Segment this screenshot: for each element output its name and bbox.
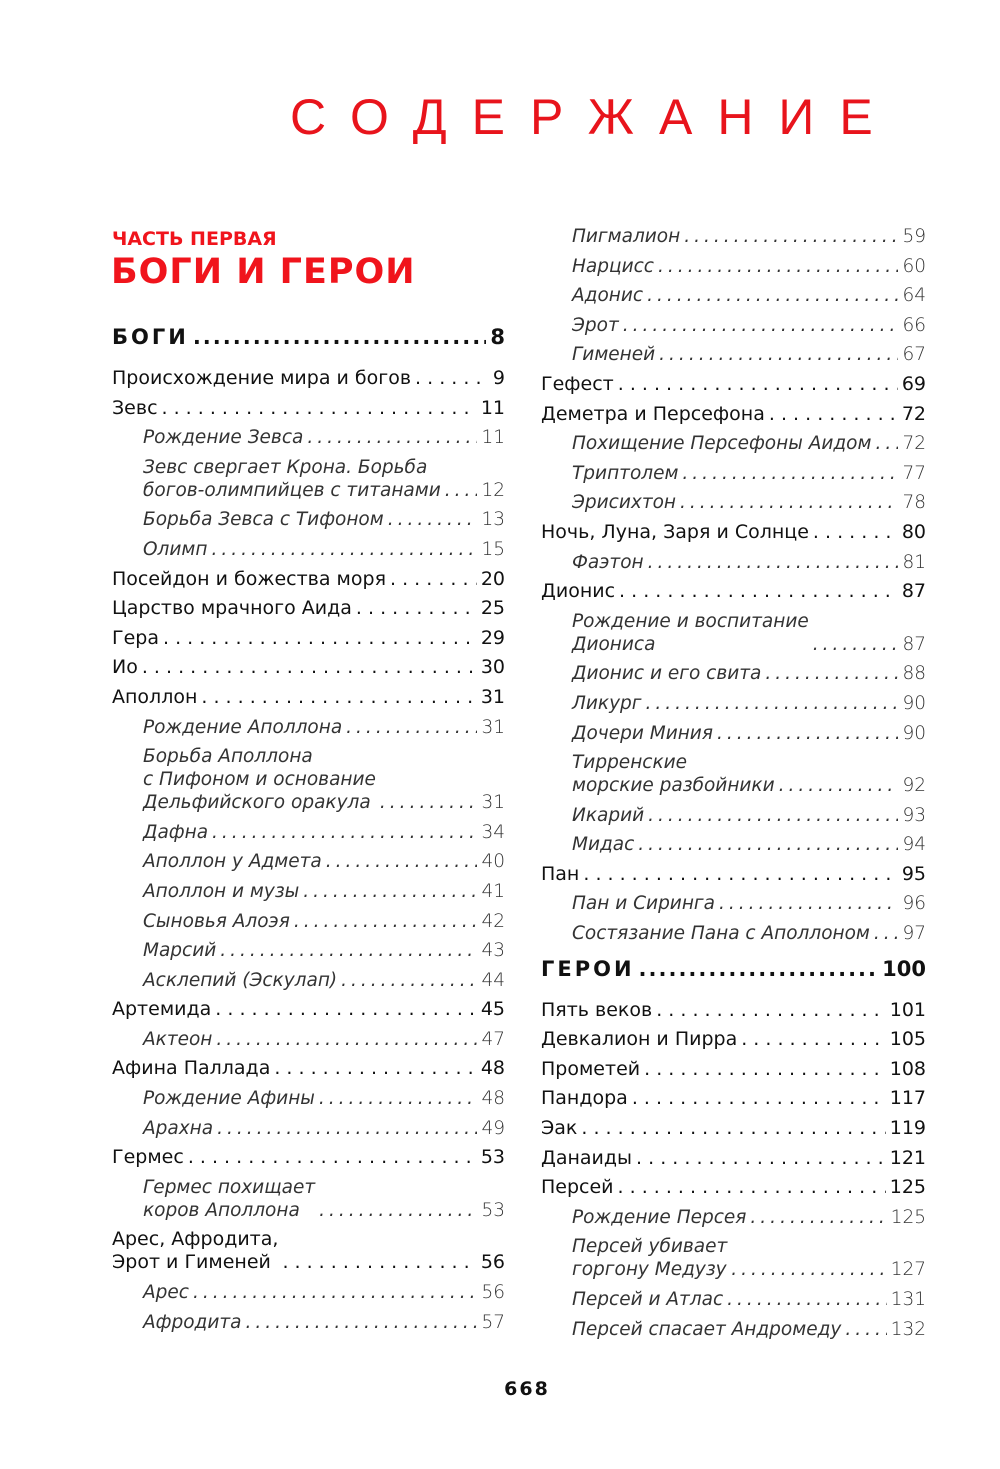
entry-page: 117: [889, 1087, 926, 1110]
dot-leader: [326, 850, 478, 873]
entry-page: 64: [902, 285, 926, 307]
entry-title: Сыновья Алоэя: [143, 910, 290, 932]
toc-entry: [541, 610, 926, 663]
entry-title: Ночь, Луна, Заря и Солнце: [541, 520, 809, 543]
dot-leader: [212, 821, 477, 844]
dot-leader: [319, 1087, 478, 1110]
entry-title: Ликург: [572, 692, 642, 714]
entry-title: Рождение Афины: [143, 1088, 315, 1110]
dot-leader: [646, 692, 899, 715]
entry-page: 49: [481, 1117, 505, 1139]
toc-entry: [541, 1288, 926, 1318]
toc-entry: [541, 462, 926, 492]
entry-title: Прометей: [541, 1057, 641, 1080]
entry-page: 95: [901, 862, 926, 885]
entry-page: 101: [889, 998, 926, 1021]
dot-leader: [217, 1117, 477, 1140]
entry-page: 87: [902, 633, 926, 655]
entry-page: 42: [481, 910, 505, 932]
toc-entry: [541, 1087, 926, 1117]
toc-entry: [112, 850, 505, 880]
entry-page: 48: [481, 1088, 505, 1110]
dot-leader: [319, 1199, 477, 1222]
dot-leader: [769, 403, 898, 426]
dot-leader: [647, 284, 898, 307]
entry-title: Олимп: [143, 538, 208, 560]
dot-leader: [162, 397, 477, 420]
entry-page: 92: [902, 775, 926, 797]
toc-entry: [541, 343, 926, 373]
entry-page: 125: [889, 1176, 926, 1199]
entry-title: Аполлон у Адмета: [143, 851, 322, 873]
dot-leader: [142, 656, 477, 679]
dot-leader: [727, 1288, 887, 1311]
entry-title: Посейдон и божества моря: [112, 567, 386, 590]
dot-leader: [380, 791, 478, 814]
dot-leader: [779, 774, 899, 797]
dot-leader: [731, 1258, 886, 1281]
entry-page: 15: [481, 538, 505, 560]
entry-title: Состязание Пана с Аполлоном: [572, 923, 870, 945]
entry-title: Зевс: [112, 396, 158, 419]
toc-entry: [112, 397, 505, 427]
dot-leader: [648, 551, 899, 574]
entry-page: 105: [889, 1028, 926, 1051]
toc-entry: [112, 1117, 505, 1147]
entry-title: Дочери Миния: [572, 722, 713, 744]
dot-leader: [445, 479, 478, 502]
toc-entry: [541, 1147, 926, 1177]
dot-leader: [193, 326, 487, 349]
toc-entry: [541, 314, 926, 344]
entry-page: 72: [901, 402, 926, 425]
dot-leader: [583, 863, 897, 886]
dot-leader: [163, 627, 477, 650]
toc-entry: [541, 551, 926, 581]
entry-title: Гермес похищает коров Аполлона: [143, 1176, 316, 1221]
entry-page: 81: [902, 551, 926, 573]
toc-entry: [541, 999, 926, 1029]
entry-title: Фаэтон: [572, 551, 644, 573]
entry-page: 41: [481, 880, 505, 902]
dot-leader: [307, 426, 477, 449]
toc-entry: [541, 751, 926, 804]
dot-leader: [845, 1318, 886, 1341]
entry-page: 121: [889, 1146, 926, 1169]
entry-page: 125: [890, 1206, 926, 1228]
entry-page: 31: [480, 685, 505, 708]
dot-leader: [303, 880, 477, 903]
entry-page: 56: [481, 1282, 505, 1304]
entry-page: 132: [890, 1318, 926, 1340]
toc-entry: [112, 426, 505, 456]
entry-page: 131: [890, 1289, 926, 1310]
toc-entry: [112, 1176, 505, 1229]
toc-entry: [541, 804, 926, 834]
dot-leader: [618, 373, 898, 396]
toc-entry: [112, 998, 505, 1028]
dot-leader: [201, 686, 476, 709]
toc-entry: [112, 1281, 505, 1311]
dot-leader: [188, 1146, 477, 1169]
dot-leader: [659, 343, 898, 366]
entry-title: Рождение Зевса: [143, 427, 304, 449]
dot-leader: [741, 1028, 886, 1051]
dot-leader: [632, 1087, 886, 1110]
entry-title: Адонис: [572, 285, 644, 307]
toc-entry: [541, 255, 926, 285]
entry-title: Афина Паллада: [112, 1057, 271, 1080]
entry-page: 87: [901, 580, 926, 603]
entry-title: Данаиды: [541, 1146, 633, 1169]
toc-entry: [112, 1146, 505, 1176]
toc-entry: [112, 939, 505, 969]
toc-section: [112, 320, 505, 367]
dot-leader: [415, 367, 489, 390]
entry-page: 45: [480, 998, 505, 1021]
toc-entry: [112, 367, 505, 397]
dot-leader: [245, 1311, 477, 1334]
dot-leader: [644, 1058, 886, 1081]
dot-leader: [341, 969, 477, 992]
dot-leader: [619, 580, 898, 603]
entry-page: 31: [481, 716, 505, 738]
entry-title: Происхождение мира и богов: [112, 367, 412, 389]
entry-title: Эрисихтон: [572, 492, 677, 514]
entry-title: Икарий: [572, 804, 645, 826]
entry-page: 43: [481, 940, 505, 962]
dot-leader: [765, 662, 898, 685]
dot-leader: [211, 538, 477, 561]
dot-leader: [682, 462, 898, 485]
toc-entry: [541, 284, 926, 314]
toc-section: [541, 952, 926, 999]
dot-leader: [638, 833, 898, 856]
entry-page: 97: [902, 923, 926, 945]
entry-page: 59: [902, 226, 926, 247]
entry-title: Похищение Персефоны Аидом: [572, 433, 872, 455]
toc-entry: [112, 969, 505, 999]
dot-leader: [680, 491, 898, 514]
page-number: 668: [504, 1378, 550, 1400]
toc-entry: [112, 910, 505, 940]
toc-right-column: [541, 225, 926, 1347]
toc-entry: [112, 538, 505, 568]
toc-entry: [541, 692, 926, 722]
entry-page: 72: [902, 433, 926, 455]
entry-page: 90: [902, 692, 926, 714]
dot-leader: [719, 892, 898, 915]
toc-entry: [541, 1318, 926, 1348]
entry-title: Ио: [112, 656, 138, 679]
entry-page: 93: [902, 804, 926, 826]
toc-entry: [541, 373, 926, 403]
entry-title: Эрот: [572, 314, 619, 336]
dot-leader: [216, 1028, 477, 1051]
dot-leader: [874, 922, 899, 945]
entry-title: Мидас: [572, 834, 635, 856]
dot-leader: [875, 432, 898, 455]
toc-entry: [541, 1058, 926, 1088]
entry-title: Тирренские морские разбойники: [572, 752, 775, 797]
part-label: ЧАСТЬ ПЕРВАЯ: [112, 228, 277, 250]
entry-page: 13: [481, 509, 505, 531]
entry-page: 31: [481, 792, 505, 814]
entry-title: Актеон: [143, 1028, 213, 1050]
dot-leader: [648, 804, 898, 827]
entry-page: 77: [902, 462, 926, 484]
entry-page: 78: [902, 492, 926, 514]
dot-leader: [581, 1117, 885, 1140]
dot-leader: [388, 508, 478, 531]
entry-title: Пан: [541, 862, 580, 885]
dot-leader: [636, 1147, 886, 1170]
entry-page: 20: [480, 567, 505, 590]
toc-entry: [112, 508, 505, 538]
entry-title: БОГИ: [112, 325, 189, 349]
dot-leader: [684, 225, 898, 248]
toc-entry: [541, 1235, 926, 1288]
dot-leader: [215, 998, 477, 1021]
entry-page: 108: [889, 1057, 926, 1080]
entry-page: 88: [902, 663, 926, 685]
entry-title: Царство мрачного Аида: [112, 597, 352, 620]
entry-title: Рождение Персея: [572, 1206, 747, 1228]
toc-entry: [112, 1087, 505, 1117]
toc-entry: [112, 716, 505, 746]
dot-leader: [813, 521, 898, 544]
entry-page: 40: [481, 851, 505, 873]
entry-title: Рождение и воспитание Диониса: [572, 610, 809, 655]
dot-leader: [618, 1176, 886, 1199]
entry-title: Эак: [541, 1117, 578, 1140]
entry-page: 66: [902, 314, 926, 336]
entry-page: 12: [481, 479, 505, 501]
entry-page: 48: [480, 1057, 505, 1080]
toc-entry: [541, 1206, 926, 1236]
entry-page: 57: [481, 1311, 505, 1333]
entry-page: 56: [480, 1251, 505, 1274]
entry-page: 47: [481, 1028, 505, 1050]
dot-leader: [656, 999, 886, 1022]
entry-title: Нарцисс: [572, 255, 654, 277]
entry-page: 127: [890, 1259, 926, 1281]
entry-page: 90: [902, 722, 926, 744]
toc-entry: [112, 1028, 505, 1058]
dot-leader: [220, 939, 477, 962]
entry-title: Персей убивает горгону Медузу: [572, 1236, 728, 1281]
toc-entry: [541, 892, 926, 922]
toc-entry: [112, 597, 505, 627]
toc-entry: [112, 1311, 505, 1341]
toc-entry: [112, 686, 505, 716]
entry-page: 9: [492, 367, 505, 389]
toc-entry: [541, 403, 926, 433]
entry-title: Рождение Аполлона: [143, 716, 343, 738]
entry-title: Афродита: [143, 1311, 242, 1333]
dot-leader: [750, 1206, 886, 1229]
toc-entry: [112, 656, 505, 686]
toc-entry: [541, 225, 926, 255]
toc-entry: [541, 922, 926, 952]
entry-title: ГЕРОИ: [541, 956, 635, 981]
dot-leader: [294, 910, 478, 933]
entry-page: 11: [481, 427, 505, 449]
toc-entry: [541, 722, 926, 752]
entry-page: 69: [901, 372, 926, 395]
entry-title: Гермес: [112, 1146, 184, 1169]
entry-page: 96: [902, 893, 926, 915]
toc-left-column: [112, 320, 505, 1340]
toc-entry: [112, 456, 505, 509]
entry-title: Аполлон и музы: [143, 880, 300, 902]
entry-page: 60: [902, 255, 926, 277]
toc-entry: [112, 1057, 505, 1087]
entry-title: Борьба Зевса с Тифоном: [143, 509, 384, 531]
entry-title: Дионис: [541, 580, 616, 603]
toc-entry: [112, 568, 505, 598]
entry-title: Марсий: [143, 940, 217, 962]
entry-title: Пигмалион: [572, 226, 681, 247]
entry-title: Гименей: [572, 344, 656, 366]
entry-page: 44: [481, 969, 505, 991]
entry-page: 53: [480, 1146, 505, 1169]
entry-title: Асклепий (Эскулап): [143, 969, 338, 991]
toc-entry: [112, 1228, 505, 1281]
entry-title: Арес: [143, 1282, 189, 1304]
dot-leader: [346, 716, 477, 739]
toc-entry: [112, 821, 505, 851]
toc-entry: [541, 432, 926, 462]
entry-title: Девкалион и Пирра: [541, 1028, 738, 1051]
entry-title: Гефест: [541, 372, 614, 395]
dot-leader: [813, 633, 899, 656]
entry-page: 67: [902, 344, 926, 366]
page-heading: СОДЕРЖАНИЕ: [290, 89, 898, 145]
entry-page: 29: [480, 626, 505, 649]
entry-title: Пандора: [541, 1087, 628, 1110]
toc-entry: [541, 833, 926, 863]
toc-entry: [541, 662, 926, 692]
entry-title: Гера: [112, 626, 159, 649]
entry-page: 80: [901, 520, 926, 543]
entry-page: 100: [882, 956, 926, 981]
entry-title: Триптолем: [572, 462, 679, 484]
entry-page: 34: [481, 821, 505, 843]
entry-title: Пан и Сиринга: [572, 893, 715, 915]
dot-leader: [658, 255, 899, 278]
dot-leader: [356, 597, 477, 620]
dot-leader: [282, 1251, 476, 1274]
dot-leader: [274, 1057, 476, 1080]
entry-title: Персей: [541, 1176, 614, 1199]
entry-title: Аполлон: [112, 685, 198, 708]
entry-title: Персей и Атлас: [572, 1289, 724, 1310]
entry-title: Деметра и Персефона: [541, 402, 765, 425]
dot-leader: [717, 722, 898, 745]
entry-page: 30: [480, 656, 505, 679]
toc-entry: [541, 1117, 926, 1147]
entry-title: Борьба Аполлона с Пифоном и основание Дельфийского оракула: [143, 746, 376, 814]
entry-title: Артемида: [112, 998, 212, 1021]
entry-title: Арахна: [143, 1117, 214, 1139]
entry-title: Персей спасает Андромеду: [572, 1318, 842, 1340]
toc-entry: [541, 863, 926, 893]
toc-entry: [112, 627, 505, 657]
entry-page: 11: [480, 396, 505, 419]
entry-title: Зевс свергает Крона. Борьба богов-олимпийцев с титанами: [143, 456, 441, 501]
entry-page: 53: [481, 1199, 505, 1221]
dot-leader: [193, 1281, 478, 1304]
dot-leader: [390, 568, 477, 591]
toc-entry: [541, 580, 926, 610]
toc-entry: [112, 745, 505, 821]
entry-page: 8: [490, 325, 505, 349]
dot-leader: [623, 314, 899, 337]
entry-page: 25: [480, 597, 505, 620]
entry-page: 119: [889, 1117, 926, 1140]
entry-page: 94: [902, 834, 926, 856]
toc-entry: [541, 521, 926, 551]
toc-entry: [541, 1176, 926, 1206]
toc-entry: [112, 880, 505, 910]
part-title: БОГИ И ГЕРОИ: [111, 252, 416, 292]
toc-entry: [541, 1028, 926, 1058]
toc-entry: [541, 491, 926, 521]
entry-title: Пять веков: [541, 998, 653, 1021]
entry-title: Арес, Афродита, Эрот и Гименей: [112, 1228, 279, 1274]
entry-title: Дафна: [143, 821, 209, 843]
entry-title: Дионис и его свита: [572, 663, 762, 685]
dot-leader: [639, 958, 879, 981]
